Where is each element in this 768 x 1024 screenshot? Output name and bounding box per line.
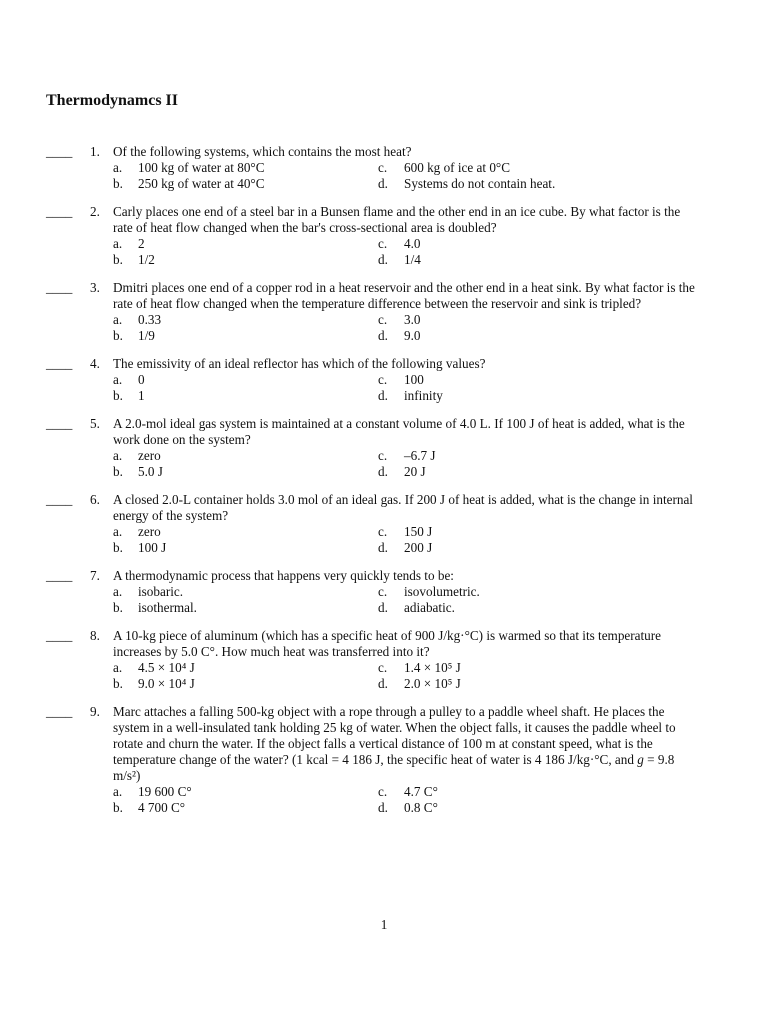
choice-letter: c. [378,160,388,175]
choice-letter: b. [113,252,123,267]
italic-symbol: g [637,752,644,767]
answer-blank: ____ [46,204,73,219]
question-item [46,144,746,192]
question-text-line: A thermodynamic process that happens very quickly tends to be: [113,568,454,583]
question-body [113,144,746,192]
choice-text: adiabatic. [404,600,455,615]
choice-letter: b. [113,388,123,403]
question-item [46,628,746,692]
choice-text: Systems do not contain heat. [404,176,556,191]
question-list [46,144,746,828]
question-item [46,704,746,816]
question-text-line: m/s²) [113,768,141,783]
choice-letter: a. [113,584,123,599]
choice-letter: d. [378,540,388,555]
choice-text: 4.0 [404,236,421,251]
answer-choices [113,372,746,404]
choice-text: zero [138,448,161,463]
choice-text: isobaric. [138,584,184,599]
choice-text: 4.5 × 10⁴ J [138,660,195,675]
choice-text: 2 [138,236,145,251]
choice-letter: b. [113,540,123,555]
question-text-line: Dmitri places one end of a copper rod in a heat reservoir and the other end in a heat sink. By what factor is the [113,280,695,295]
question-text-line: A 2.0-mol ideal gas system is maintained at a constant volume of 4.0 L. If 100 J of heat is added, what is the [113,416,685,431]
choice-text: zero [138,524,161,539]
choice-text: 9.0 × 10⁴ J [138,676,195,691]
answer-blank: ____ [46,280,73,295]
question-text-line [113,752,746,768]
question-text-line: The emissivity of an ideal reflector has which of the following values? [113,356,486,371]
answer-choices [113,660,746,692]
choice-text: 100 [404,372,424,387]
choice-text: 600 kg of ice at 0°C [404,160,510,175]
question-text-line: rotate and churn the water. If the object falls a vertical distance of 100 m at constant speed, what is the [113,736,653,751]
choice-text: 100 J [138,540,167,555]
question-item [46,568,746,616]
choice-text: 0 [138,372,145,387]
answer-choices [113,160,746,192]
choice-letter: c. [378,448,388,463]
choice-text: 19 600 C° [138,784,192,799]
question-number: 8. [90,628,100,643]
choice-letter: a. [113,524,123,539]
choice-text: 1/2 [138,252,155,267]
choice-text: 1/9 [138,328,155,343]
choice-text: infinity [404,388,443,403]
choice-letter: b. [113,676,123,691]
choice-text: 20 J [404,464,426,479]
question-text-line: increases by 5.0 C°. How much heat was transferred into it? [113,644,430,659]
page-number: 1 [380,917,388,932]
answer-choices [113,524,746,556]
choice-text: 1/4 [404,252,421,267]
choice-letter: d. [378,464,388,479]
choice-text: 4 700 C° [138,800,186,815]
choice-letter: b. [113,176,123,191]
choice-letter: d. [378,252,388,267]
choice-text: 1 [138,388,145,403]
answer-blank: ____ [46,628,73,643]
answer-blank: ____ [46,356,73,371]
choice-letter: d. [378,176,388,191]
question-number: 1. [90,144,100,159]
choice-letter: a. [113,236,123,251]
choice-letter: b. [113,464,123,479]
choice-text: 4.7 C° [404,784,438,799]
choice-text: 5.0 J [138,464,163,479]
choice-text: 150 J [404,524,433,539]
question-body [113,356,746,404]
answer-blank: ____ [46,704,73,719]
question-body [113,704,746,816]
choice-letter: c. [378,660,388,675]
answer-choices [113,584,746,616]
question-text-line: Marc attaches a falling 500-kg object with a rope through a pulley to a paddle wheel shaft. He places the [113,704,665,719]
question-item [46,492,746,556]
choice-text: 1.4 × 10⁵ J [404,660,461,675]
question-body [113,280,746,344]
choice-text: 0.33 [138,312,162,327]
answer-choices [113,312,746,344]
choice-text: 250 kg of water at 40°C [138,176,265,191]
choice-letter: c. [378,784,388,799]
text-segment: = 9.8 [643,752,675,767]
question-text-line: system in a well-insulated tank holding 25 kg of water. When the object falls, it causes the paddle wheel to [113,720,676,735]
question-text-line: A closed 2.0-L container holds 3.0 mol of an ideal gas. If 200 J of heat is added, what is the change in internal [113,492,693,507]
choice-text: 100 kg of water at 80°C [138,160,265,175]
choice-text: isovolumetric. [404,584,480,599]
choice-letter: d. [378,676,388,691]
choice-letter: c. [378,236,388,251]
question-text-line: rate of heat flow changed when the bar's cross-sectional area is doubled? [113,220,497,235]
choice-text: –6.7 J [404,448,436,463]
question-number: 9. [90,704,100,719]
choice-letter: a. [113,372,123,387]
choice-text: 200 J [404,540,433,555]
choice-letter: a. [113,784,123,799]
answer-blank: ____ [46,416,73,431]
choice-text: 2.0 × 10⁵ J [404,676,461,691]
question-item [46,356,746,404]
choice-letter: d. [378,328,388,343]
choice-letter: c. [378,584,388,599]
question-text-line: Of the following systems, which contains the most heat? [113,144,412,159]
choice-letter: a. [113,160,123,175]
question-number: 6. [90,492,100,507]
answer-choices [113,448,746,480]
question-text-line: energy of the system? [113,508,229,523]
answer-choices [113,784,746,816]
choice-text: 3.0 [404,312,421,327]
answer-blank: ____ [46,144,73,159]
question-number: 5. [90,416,100,431]
question-text-line: A 10-kg piece of aluminum (which has a specific heat of 900 J/kg·°C) is warmed so that its temperature [113,628,662,643]
question-item [46,280,746,344]
text-segment: temperature change of the water? (1 kcal = 4 186 J, the specific heat of water is 4 186 J/kg·°C, and [113,752,638,767]
question-item [46,416,746,480]
question-body [113,628,746,692]
choice-letter: b. [113,600,123,615]
question-number: 7. [90,568,100,583]
choice-letter: a. [113,312,123,327]
choice-text: isothermal. [138,600,197,615]
question-number: 2. [90,204,100,219]
choice-text: 9.0 [404,328,421,343]
question-body [113,416,746,480]
question-body [113,492,746,556]
choice-letter: c. [378,524,388,539]
choice-letter: c. [378,312,388,327]
answer-choices [113,236,746,268]
choice-letter: b. [113,800,123,815]
choice-text: 0.8 C° [404,800,438,815]
question-body [113,568,746,616]
choice-letter: d. [378,388,388,403]
question-text-line: Carly places one end of a steel bar in a Bunsen flame and the other end in an ice cube. By what factor is the [113,204,681,219]
question-item [46,204,746,268]
question-body [113,204,746,268]
choice-letter: d. [378,600,388,615]
question-text-line: rate of heat flow changed when the temperature difference between the reservoir and sink is tripled? [113,296,642,311]
choice-letter: d. [378,800,388,815]
answer-blank: ____ [46,492,73,507]
choice-letter: a. [113,660,123,675]
question-number: 3. [90,280,100,295]
question-number: 4. [90,356,100,371]
choice-letter: a. [113,448,123,463]
answer-blank: ____ [46,568,73,583]
page-title: Thermodynamcs II [46,92,179,109]
choice-letter: c. [378,372,388,387]
question-text-line: work done on the system? [113,432,251,447]
choice-letter: b. [113,328,123,343]
